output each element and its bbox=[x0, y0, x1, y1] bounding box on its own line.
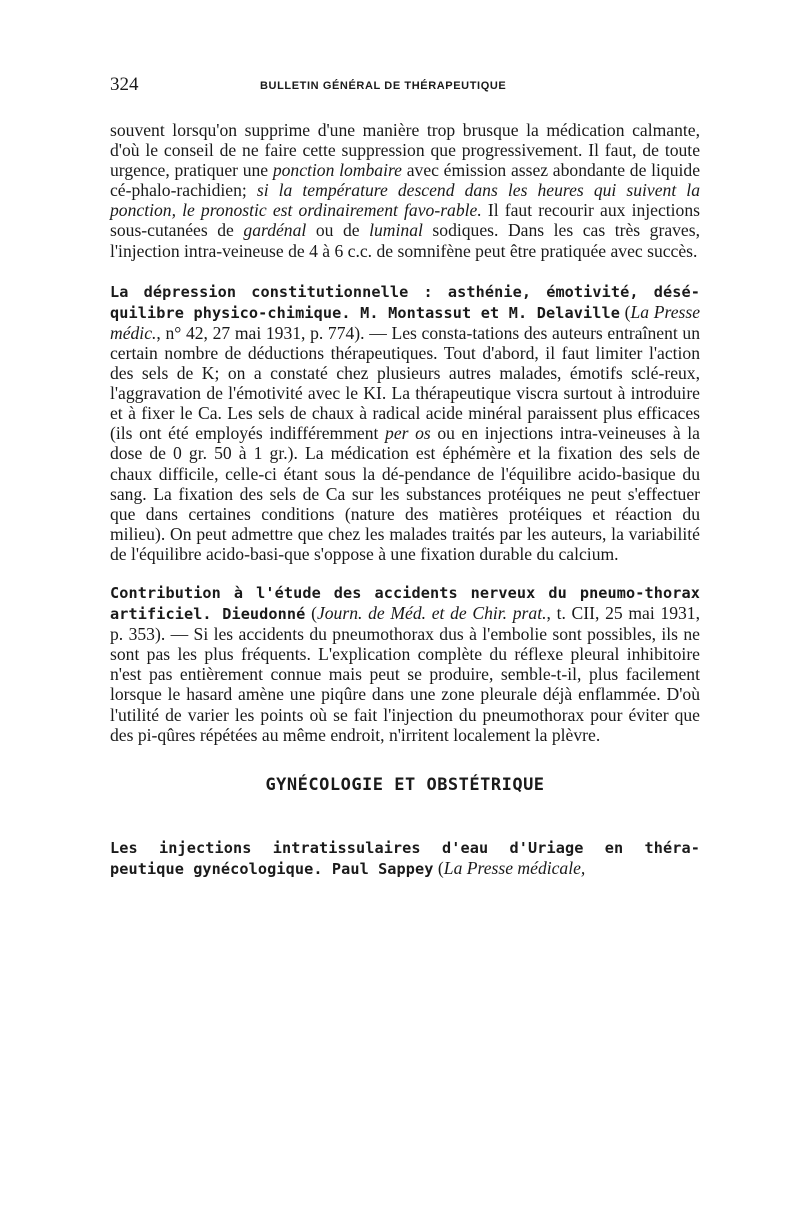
text-run: ( bbox=[619, 301, 631, 322]
section-heading: GYNÉCOLOGIE ET OBSTÉTRIQUE bbox=[265, 774, 545, 795]
italic-run: luminal bbox=[369, 220, 423, 241]
text-run: Il faut recourir aux injections sous-cutanées de bbox=[110, 200, 700, 241]
abstract-entry-pneumothorax bbox=[110, 582, 700, 745]
citation-journal: Journ. de Méd. et de Chir. prat. bbox=[316, 603, 547, 624]
page-header bbox=[110, 74, 700, 98]
citation-journal: La Presse médicale, bbox=[443, 857, 586, 878]
entry-title: Contribution à l'étude des accidents nerveux du pneumo-thorax artificiel. Dieudonné bbox=[110, 583, 700, 624]
running-title: BULLETIN GÉNÉRAL DE THÉRAPEUTIQUE bbox=[260, 80, 507, 92]
abstract-entry-uriage bbox=[110, 837, 700, 879]
text-run: avec émission assez abondante de liquide cé-phalo-rachidien; bbox=[110, 160, 701, 201]
citation-journal: La Presse médic. bbox=[110, 301, 701, 343]
italic-run: gardénal bbox=[243, 220, 307, 241]
text-run: ou de bbox=[306, 220, 370, 241]
text-run: sodiques. Dans les cas très graves, l'injection intra-veineuse de 4 à 6 c.c. de somnifène peut être pratiquée avec succès. bbox=[110, 220, 700, 261]
abstract-entry-depression bbox=[110, 281, 700, 564]
citation-details: , n° 42, 27 mai 1931, p. 774). bbox=[156, 322, 365, 343]
italic-run: per os bbox=[385, 423, 431, 444]
page-body bbox=[110, 120, 700, 879]
text-run: ( bbox=[433, 857, 444, 878]
italic-run: si la température descend dans les heures qui suivent la ponction, le pronostic est ordinairement favo-rable. bbox=[110, 180, 700, 221]
page-number: 324 bbox=[110, 74, 139, 95]
citation-details: , t. CII, 25 mai 1931, p. 353). bbox=[110, 603, 700, 645]
entry-title: Les injections intratissulaires d'eau d'Uriage en théra-peutique gynécologique. Paul Sappey bbox=[110, 838, 700, 878]
italic-run: ponction lombaire bbox=[272, 160, 402, 181]
paragraph-continuation bbox=[110, 120, 700, 261]
text-run: souvent lorsqu'on supprime d'une manière trop brusque la médication calmante, d'où le conseil de ne faire cette suppression que progressivement. Il faut, de toute urgence, pratiquer une bbox=[110, 120, 700, 181]
text-run: ou en injections intra-veineuses à la dose de 0 gr. 50 à 1 gr.). La médication est éphémère et la fixation des sels de chaux difficile, celle-ci étant sous la dé-pendance de l'équilibre acido-basique du sang. La fixation des sels de Ca sur les substances protéiques ne peut s'effectuer que dans certaines conditions (nature des matières protéiques et réaction du milieu). On peut admettre que chez les malades traités par les auteurs, la variabilité de l'équilibre acido-basi-que s'oppose à une fixation durable du calcium. bbox=[110, 423, 700, 564]
text-run: — Les consta-tations des auteurs entraînent un certain nombre de déductions thérapeutiques. Tout d'abord, il faut limiter l'action des sels de K; on a constaté chez plusieurs autres malades, émotifs sclé-reux, l'aggravation de l'émotivité avec le KI. La thérapeutique viscra surtout à introduire et à fixer le Ca. Les sels de chaux à radical acide minéral paraissent plus efficaces (ils ont été employés indifféremment bbox=[110, 322, 701, 444]
entry-title: La dépression constitutionnelle : asthénie, émotivité, désé-quilibre physico-chimique. M. Montassut et M. Delaville bbox=[110, 282, 700, 322]
text-run: — Si les accidents du pneumothorax dus à l'embolie sont possibles, ils ne sont pas les plus fréquents. L'explication complète du réflexe pleural inhibitoire n'est pas entièrement connue mais peut se produire, semble-t-il, plus facilement lorsque le hasard amène une piqûre dans une zone pleurale déjà enflammée. D'où l'utilité de varier les points où se fait l'injection du pneumothorax pour éviter que des pi-qûres répétées au même endroit, n'irritent localement la plèvre. bbox=[110, 624, 700, 745]
text-run: ( bbox=[305, 603, 317, 624]
